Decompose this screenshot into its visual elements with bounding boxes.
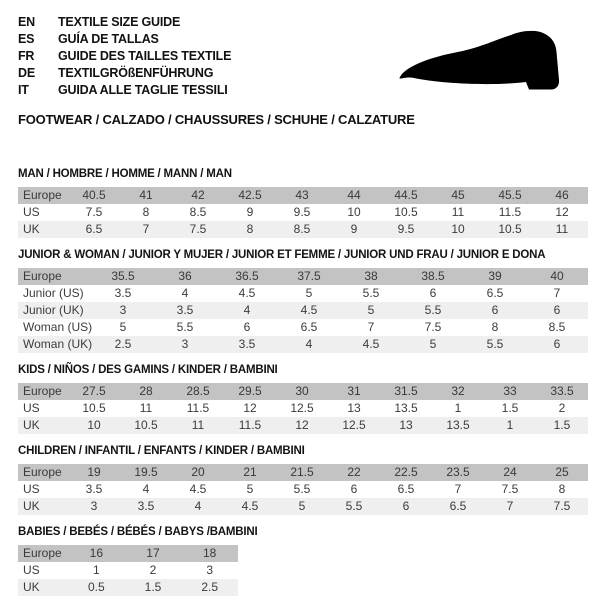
size-table-section-kids: [18, 364, 588, 434]
size-table-man: [18, 187, 588, 238]
size-cell: 6: [402, 499, 410, 513]
size-cell: 21: [243, 465, 257, 479]
size-cell: 29.5: [238, 384, 262, 398]
size-cell: 22.5: [394, 465, 418, 479]
row-label-cell: US: [23, 563, 40, 577]
size-cell: 20: [191, 465, 205, 479]
size-cell: 5: [246, 482, 254, 496]
size-cell: 3: [181, 337, 189, 351]
size-cell: 1: [92, 563, 100, 577]
size-cell: 19: [87, 465, 101, 479]
dress-shoe-icon: [398, 30, 576, 98]
table-row: [18, 336, 588, 353]
size-cell: 27.5: [82, 384, 106, 398]
size-cell: 1.5: [501, 401, 519, 415]
size-cell: 7: [454, 482, 462, 496]
table-row: [18, 400, 588, 417]
size-cell: 11.5: [498, 205, 522, 219]
table-row: [18, 319, 588, 336]
table-row: [18, 579, 238, 596]
table-row: [18, 481, 588, 498]
size-cell: 7.5: [85, 205, 103, 219]
size-cell: 1.5: [553, 418, 571, 432]
size-table-title-man: MAN / HOMBRE / HOMME / MANN / MAN: [18, 168, 232, 180]
size-cell: 4: [142, 482, 150, 496]
size-cell: 16: [89, 546, 103, 560]
size-cell: 4.5: [300, 303, 318, 317]
size-cell: 5.5: [362, 286, 380, 300]
tables-container: [18, 168, 588, 596]
size-cell: 5.5: [345, 499, 363, 513]
size-cell: 6: [491, 303, 499, 317]
size-cell: 19.5: [134, 465, 158, 479]
size-cell: 11: [191, 418, 205, 432]
size-cell: 4: [305, 337, 313, 351]
size-table-kids: [18, 383, 588, 434]
size-cell: 3.5: [137, 499, 155, 513]
table-row: [18, 562, 238, 579]
size-cell: 11: [451, 205, 465, 219]
size-cell: 13: [347, 401, 361, 415]
size-cell: 43: [295, 188, 309, 202]
size-cell: 6.5: [449, 499, 467, 513]
table-row: [18, 417, 588, 434]
size-cell: 1.5: [144, 580, 162, 594]
row-label-cell: UK: [23, 418, 40, 432]
size-cell: 6: [553, 337, 561, 351]
language-title: TEXTILGRÖßENFÜHRUNG: [58, 66, 214, 80]
language-row-en: [18, 14, 588, 31]
size-cell: 5.5: [424, 303, 442, 317]
size-cell: 12: [295, 418, 309, 432]
size-cell: 4: [243, 303, 251, 317]
size-table-title-kids: KIDS / NIÑOS / DES GAMINS / KINDER / BAMBINI: [18, 364, 278, 376]
language-title: GUIDE DES TAILLES TEXTILE: [58, 49, 232, 63]
size-cell: 13: [399, 418, 413, 432]
row-label-cell: US: [23, 401, 40, 415]
size-cell: 12: [243, 401, 257, 415]
size-cell: 4.5: [189, 482, 207, 496]
size-cell: 3.5: [238, 337, 256, 351]
size-cell: 3: [119, 303, 127, 317]
size-cell: 8: [558, 482, 566, 496]
size-cell: 7: [142, 222, 150, 236]
size-cell: 31.5: [394, 384, 418, 398]
size-cell: 5: [298, 499, 306, 513]
size-cell: 21.5: [290, 465, 314, 479]
size-cell: 24: [503, 465, 517, 479]
size-cell: 45.5: [498, 188, 522, 202]
row-label-cell: US: [23, 482, 40, 496]
size-cell: 38.5: [421, 269, 445, 283]
row-label-cell: Woman (US): [23, 320, 92, 334]
size-table-section-man: [18, 168, 588, 238]
size-cell: 25: [555, 465, 569, 479]
table-row: [18, 268, 588, 285]
row-label-cell: Europe: [23, 188, 62, 202]
row-label-cell: UK: [23, 499, 40, 513]
size-cell: 44.5: [394, 188, 418, 202]
size-cell: 6: [553, 303, 561, 317]
size-cell: 28.5: [186, 384, 210, 398]
row-label-cell: Europe: [23, 546, 62, 560]
size-cell: 40.5: [82, 188, 106, 202]
size-cell: 1: [506, 418, 514, 432]
row-label-cell: UK: [23, 222, 40, 236]
language-code: ES: [18, 32, 35, 46]
size-cell: 4: [181, 286, 189, 300]
size-cell: 31: [347, 384, 361, 398]
size-cell: 46: [555, 188, 569, 202]
size-table-section-junior-woman: [18, 249, 588, 353]
size-cell: 33.5: [550, 384, 574, 398]
dress-shoe-silhouette: [398, 30, 576, 98]
size-cell: 13.5: [394, 401, 418, 415]
size-table-children: [18, 464, 588, 515]
table-row: [18, 464, 588, 481]
size-cell: 1: [454, 401, 462, 415]
size-cell: 4.5: [362, 337, 380, 351]
size-cell: 9.5: [397, 222, 415, 236]
size-cell: 6: [350, 482, 358, 496]
size-cell: 38: [364, 269, 378, 283]
size-cell: 2: [558, 401, 566, 415]
size-cell: 6: [243, 320, 251, 334]
category-title: FOOTWEAR / CALZADO / CHAUSSURES / SCHUHE / CALZATURE: [18, 112, 415, 127]
size-cell: 8.5: [548, 320, 566, 334]
table-row: [18, 383, 588, 400]
size-table-title-children: CHILDREN / INFANTIL / ENFANTS / KINDER / BAMBINI: [18, 445, 305, 457]
size-cell: 5: [429, 337, 437, 351]
size-cell: 18: [202, 546, 217, 560]
size-cell: 5.5: [176, 320, 194, 334]
size-cell: 6.5: [397, 482, 415, 496]
size-cell: 11: [139, 401, 153, 415]
table-row: [18, 221, 588, 238]
size-cell: 39: [488, 269, 502, 283]
size-cell: 37.5: [297, 269, 321, 283]
table-row: [18, 285, 588, 302]
size-table-section-children: [18, 445, 588, 515]
size-cell: 33: [503, 384, 517, 398]
size-cell: 3.5: [114, 286, 132, 300]
size-cell: 44: [347, 188, 361, 202]
size-cell: 12.5: [290, 401, 314, 415]
size-cell: 2.5: [114, 337, 132, 351]
row-label-cell: Europe: [23, 465, 62, 479]
size-cell: 3: [90, 499, 98, 513]
size-cell: 28: [139, 384, 153, 398]
size-cell: 4.5: [241, 499, 259, 513]
size-cell: 5.5: [293, 482, 311, 496]
size-cell: 23.5: [446, 465, 470, 479]
language-code: EN: [18, 15, 35, 29]
size-cell: 3.5: [85, 482, 103, 496]
language-code: IT: [18, 83, 29, 97]
size-cell: 8: [246, 222, 254, 236]
size-cell: 12.5: [342, 418, 366, 432]
table-row: [18, 204, 588, 221]
language-title: TEXTILE SIZE GUIDE: [58, 15, 181, 29]
size-cell: 7.5: [424, 320, 442, 334]
size-cell: 5: [367, 303, 375, 317]
size-table-title-babies: BABIES / BEBÉS / BÉBÉS / BABYS /BAMBINI: [18, 526, 258, 538]
size-cell: 36.5: [235, 269, 259, 283]
size-cell: 41: [139, 188, 153, 202]
size-cell: 4.5: [238, 286, 256, 300]
size-table-section-babies: [18, 526, 588, 596]
row-label-cell: UK: [23, 580, 40, 594]
size-cell: 2: [149, 563, 157, 577]
row-label-cell: Europe: [23, 269, 62, 283]
size-table-junior-woman: [18, 268, 588, 353]
size-cell: 9.5: [293, 205, 311, 219]
size-cell: 3.5: [176, 303, 194, 317]
size-cell: 4: [194, 499, 202, 513]
size-cell: 36: [178, 269, 192, 283]
size-cell: 11: [555, 222, 569, 236]
language-code: DE: [18, 66, 35, 80]
size-cell: 42.5: [238, 188, 262, 202]
language-code: FR: [18, 49, 35, 63]
size-table-babies: [18, 545, 238, 596]
size-cell: 10: [87, 418, 101, 432]
row-label-cell: Junior (US): [23, 286, 84, 300]
size-cell: 11.5: [186, 401, 210, 415]
table-row: [18, 302, 588, 319]
size-cell: 3: [206, 563, 213, 577]
size-cell: 45: [451, 188, 465, 202]
size-cell: 7.5: [189, 222, 207, 236]
size-cell: 7.5: [553, 499, 571, 513]
size-table-title-junior-woman: JUNIOR & WOMAN / JUNIOR Y MUJER / JUNIOR ET FEMME / JUNIOR UND FRAU / JUNIOR E DONA: [18, 249, 546, 261]
size-cell: 10: [451, 222, 465, 236]
size-cell: 12: [555, 205, 569, 219]
size-cell: 8: [142, 205, 150, 219]
size-cell: 22: [347, 465, 361, 479]
size-cell: 8.5: [189, 205, 207, 219]
size-cell: 6: [429, 286, 437, 300]
size-cell: 2.5: [201, 580, 218, 594]
table-row: [18, 498, 588, 515]
size-cell: 9: [350, 222, 358, 236]
row-label-cell: Woman (UK): [23, 337, 92, 351]
size-cell: 7: [553, 286, 561, 300]
size-cell: 10.5: [82, 401, 106, 415]
size-cell: 10.5: [498, 222, 522, 236]
size-cell: 5.5: [486, 337, 504, 351]
size-cell: 6.5: [85, 222, 103, 236]
size-cell: 10.5: [134, 418, 158, 432]
size-cell: 30: [295, 384, 309, 398]
size-cell: 11.5: [238, 418, 262, 432]
language-title: GUÍA DE TALLAS: [58, 32, 159, 46]
size-cell: 7.5: [501, 482, 519, 496]
row-label-cell: US: [23, 205, 40, 219]
size-cell: 9: [246, 205, 254, 219]
size-cell: 42: [191, 188, 205, 202]
size-cell: 35.5: [111, 269, 135, 283]
table-row: [18, 545, 238, 562]
size-cell: 10.5: [394, 205, 418, 219]
row-label-cell: Europe: [23, 384, 62, 398]
table-row: [18, 187, 588, 204]
size-cell: 40: [550, 269, 564, 283]
size-cell: 6.5: [486, 286, 504, 300]
size-cell: 10: [347, 205, 361, 219]
size-cell: 17: [146, 546, 160, 560]
size-cell: 7: [367, 320, 375, 334]
row-label-cell: Junior (UK): [23, 303, 84, 317]
size-cell: 7: [506, 499, 514, 513]
size-cell: 5: [119, 320, 127, 334]
language-title: GUIDA ALLE TAGLIE TESSILI: [58, 83, 228, 97]
size-cell: 6.5: [300, 320, 318, 334]
size-cell: 8.5: [293, 222, 311, 236]
size-cell: 8: [491, 320, 499, 334]
size-cell: 0.5: [87, 580, 105, 594]
size-cell: 32: [451, 384, 465, 398]
size-cell: 13.5: [446, 418, 470, 432]
size-cell: 5: [305, 286, 313, 300]
